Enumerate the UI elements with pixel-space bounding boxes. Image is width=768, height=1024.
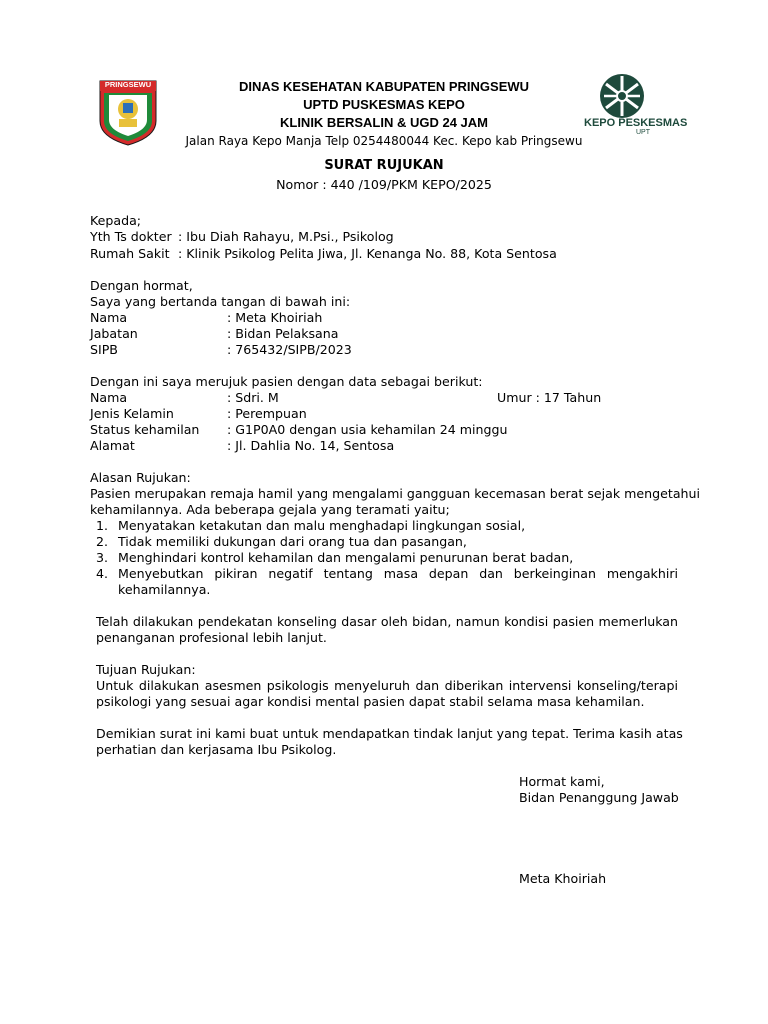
sender-jabatan-label: Jabatan: [90, 326, 138, 341]
letter-title: SURAT RUJUKAN: [324, 158, 444, 173]
letterhead-address: Jalan Raya Kepo Manja Telp 0254480044 Kec. Kepo kab Pringsewu: [185, 134, 583, 148]
purpose-line2: psikologi yang sesuai agar kondisi mental pasien dapat stabil selama masa kehamilan.: [96, 694, 645, 709]
sender-sipb-value: : 765432/SIPB/2023: [227, 342, 352, 357]
purpose-heading: Tujuan Rujukan:: [96, 662, 196, 677]
reason-line1: Pasien merupakan remaja hamil yang mengalami gangguan kecemasan berat sejak mengetahui: [90, 486, 701, 501]
recipient-hospital-label: Rumah Sakit: [90, 246, 170, 261]
purpose-line1: Untuk dilakukan asesmen psikologis menyeluruh dan diberikan intervensi konseling/terapi: [96, 678, 678, 693]
patient-nama-value: : Sdri. M: [227, 390, 279, 405]
reason-item: Menyebutkan pikiran negatif tentang masa depan dan berkeinginan mengakhiri: [118, 566, 678, 581]
reason-line2: kehamilannya. Ada beberapa gejala yang teramati yaitu;: [90, 502, 450, 517]
puskesmas-emblem-icon: [596, 72, 656, 120]
patient-alamat-value: : Jl. Dahlia No. 14, Sentosa: [227, 438, 395, 453]
patient-nama-label: Nama: [90, 390, 128, 405]
puskesmas-logo-text: KEPO PESKESMAS: [584, 117, 688, 129]
followup-line1: Telah dilakukan pendekatan konseling dasar oleh bidan, namun kondisi pasien memerlukan: [96, 614, 678, 629]
letterhead-line1: DINAS KESEHATAN KABUPATEN PRINGSEWU: [238, 79, 530, 94]
recipient-doctor-value: : Ibu Diah Rahayu, M.Psi., Psikolog: [178, 229, 394, 244]
followup-line2: penanganan profesional lebih lanjut.: [96, 630, 327, 645]
letterhead-line3: KLINIK BERSALIN & UGD 24 JAM: [279, 115, 489, 130]
puskesmas-logo: [584, 72, 688, 138]
reason-item: Tidak memiliki dukungan dari orang tua dan pasangan,: [118, 534, 467, 549]
patient-umur: Umur : 17 Tahun: [497, 390, 602, 405]
letter-number: Nomor : 440 /109/PKM KEPO/2025: [276, 177, 492, 192]
reason-item-number: 3.: [96, 550, 109, 565]
patient-alamat-label: Alamat: [90, 438, 135, 453]
sender-nama-value: : Meta Khoiriah: [227, 310, 323, 325]
reason-heading: Alasan Rujukan:: [90, 470, 191, 485]
patient-intro: Dengan ini saya merujuk pasien dengan data sebagai berikut:: [90, 374, 483, 389]
reason-item-continued: kehamilannya.: [118, 582, 211, 597]
reason-item-number: 2.: [96, 534, 109, 549]
reason-item-number: 4.: [96, 566, 109, 581]
reason-item-number: 1.: [96, 518, 109, 533]
sender-intro: Saya yang bertanda tangan di bawah ini:: [90, 294, 351, 309]
patient-status-label: Status kehamilan: [90, 422, 200, 437]
patient-status-value: : G1P0A0 dengan usia kehamilan 24 minggu: [227, 422, 508, 437]
pringsewu-logo-text: PRINGSEWU: [104, 80, 152, 89]
signature-role: Bidan Penanggung Jawab: [519, 790, 679, 805]
greeting: Dengan hormat,: [90, 278, 193, 293]
sender-sipb-label: SIPB: [90, 342, 118, 357]
signature-regards: Hormat kami,: [519, 774, 605, 789]
patient-gender-value: : Perempuan: [227, 406, 307, 421]
sender-jabatan-value: : Bidan Pelaksana: [227, 326, 339, 341]
closing-line2: perhatian dan kerjasama Ibu Psikolog.: [96, 742, 337, 757]
patient-gender-label: Jenis Kelamin: [90, 406, 174, 421]
puskesmas-logo-subtext: UPT: [636, 129, 650, 136]
reason-item: Menghindari kontrol kehamilan dan mengalami penurunan berat badan,: [118, 550, 574, 565]
letterhead-line2: UPTD PUSKESMAS KEPO: [303, 97, 465, 112]
sender-nama-label: Nama: [90, 310, 128, 325]
recipient-kepada: Kepada;: [90, 213, 142, 228]
recipient-hospital-value: : Klinik Psikolog Pelita Jiwa, Jl. Kenanga No. 88, Kota Sentosa: [178, 246, 557, 261]
recipient-doctor-label: Yth Ts dokter: [90, 229, 172, 244]
closing-line1: Demikian surat ini kami buat untuk mendapatkan tindak lanjut yang tepat. Terima kasih atas: [96, 726, 683, 741]
signature-name: Meta Khoiriah: [519, 871, 607, 886]
reason-item: Menyatakan ketakutan dan malu menghadapi lingkungan sosial,: [118, 518, 526, 533]
